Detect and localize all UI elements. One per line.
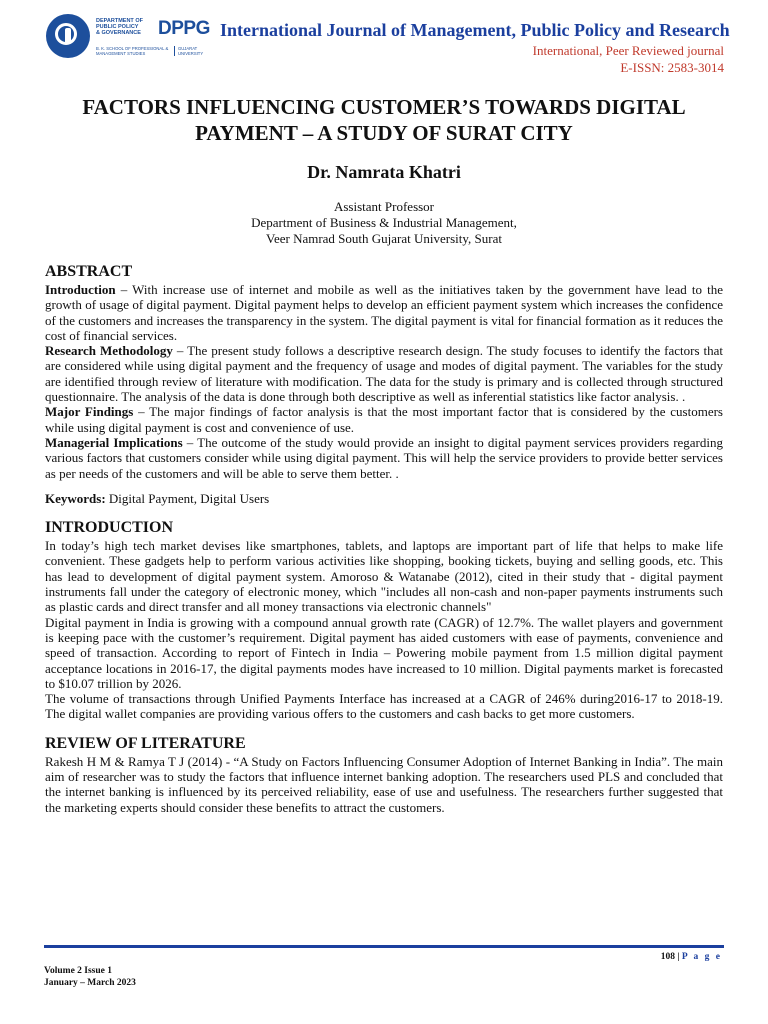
journal-title: International Journal of Management, Public Policy and Research <box>220 20 730 40</box>
introduction-paragraph: Digital payment in India is growing with a compound annual growth rate (CAGR) of 12.7%. The wallet players and government is keeping pace with the customer’s requirement. Digital payment has aided customers with ease of payments, convenience and speed of transaction. According to report of Fintech in India – Powering mobile payment from 1.5 million digital payment acceptance locations in 2016-17, the digital payments modes have increased to 10 million. Digital payments market is forecasted to $10.07 trillion by 2026. <box>45 614 723 691</box>
dppg-logo-icon <box>46 14 90 58</box>
issue-info <box>44 965 136 989</box>
abstract-implications: Managerial Implications – The outcome of the study would provide an insight to digital payment services providers regarding various factors that customers consider while using digital payment. This will help the service providers to provide better services as per needs of the customers and will be able to serve them better. . <box>45 434 723 481</box>
journal-subtitle: International, Peer Reviewed journal <box>532 43 724 58</box>
introduction-paragraph: The volume of transactions through Unified Payments Interface has increased at a CAGR of 246% during2016-17 to 2018-19. The digital wallet companies are providing various offers to the customers and cash backs to get more customers. <box>45 691 723 722</box>
abstract-methodology: Research Methodology – The present study follows a descriptive research design. The study focuses to identify the factors that are considered while using digital payment and the frequency of usage and modes of digital payment. The variables for the study are identified through review of literature with modification. The data for the study is primary and is collected through structured questionnaire. The analysis of the data is done through both descriptive as well as inferential statistics like factor analysis. . <box>45 343 723 405</box>
abstract-introduction: Introduction – With increase use of internet and mobile as well as the initiatives taken by the government have lead to the growth of usage of digital payment. Digital payment helps to develop an efficient payment system which increases the confidence of the customers and increases the transparency in the system. The digital payment is vital for financial formation as it reduces the cost of financial services. <box>45 282 723 343</box>
dppg-wordmark: DPPG <box>158 18 210 39</box>
abstract-findings: Major Findings – The major findings of factor analysis is that the most important factor that is considered by the customers while using digital payment is cost and convenience of use. <box>45 404 723 435</box>
affiliation-line: Assistant Professor <box>333 199 435 214</box>
school-name: B. K. SCHOOL OF PROFESSIONAL & MANAGEMENT STUDIES <box>96 46 169 56</box>
page-number: 108 | P a g e <box>660 952 722 962</box>
department-name: DEPARTMENT OF PUBLIC POLICY & GOVERNANCE <box>96 18 143 36</box>
paper-title: FACTORS INFLUENCING CUSTOMER’S TOWARDS DIGITAL PAYMENT – A STUDY OF SURAT CITY <box>82 95 686 145</box>
journal-header <box>44 10 730 78</box>
keywords: Keywords: Digital Payment, Digital Users <box>45 490 270 506</box>
introduction-heading: INTRODUCTION <box>45 519 174 537</box>
issue-period: January – March 2023 <box>44 978 136 988</box>
review-heading: REVIEW OF LITERATURE <box>45 734 246 752</box>
volume-issue: Volume 2 Issue 1 <box>44 966 113 976</box>
footer-divider <box>44 945 724 948</box>
introduction-paragraph: In today’s high tech market devises like smartphones, tablets, and laptops are important part of life that helps to make life convenient. These gadgets help to perform various activities like shopping, booking tickets, buying and selling goods, etc. This has lead to development of digital payment system. Amoroso & Watanabe (2012), cited in their study that - digital payment instruments fall under the category of electronic money, which "includes all non-cash and non-paper payments instruments such as plastic cards and direct transfer and all money transactions via electronic channels" <box>45 538 723 615</box>
journal-issn: E-ISSN: 2583-3014 <box>620 60 724 75</box>
affiliation-line: Veer Namrad South Gujarat University, Surat <box>266 231 502 246</box>
author-affiliation <box>40 199 728 247</box>
paper-author: Dr. Namrata Khatri <box>307 162 461 182</box>
review-paragraph: Rakesh H M & Ramya T J (2014) - “A Study on Factors Influencing Consumer Adoption of Internet Banking in India”. The main aim of researcher was to study the factors that influence internet banking adoption. The researchers used PLS and concluded that the internet banking is influenced by its perceived reliability, ease of use and usefulness. The researchers further suggested that the marketing experts should consider these benefits to attract the customers. <box>45 753 723 815</box>
paper-body <box>45 262 723 815</box>
university-name: GUJARAT UNIVERSITY <box>174 46 214 56</box>
abstract-heading: ABSTRACT <box>45 263 133 280</box>
affiliation-line: Department of Business & Industrial Management, <box>251 215 517 230</box>
